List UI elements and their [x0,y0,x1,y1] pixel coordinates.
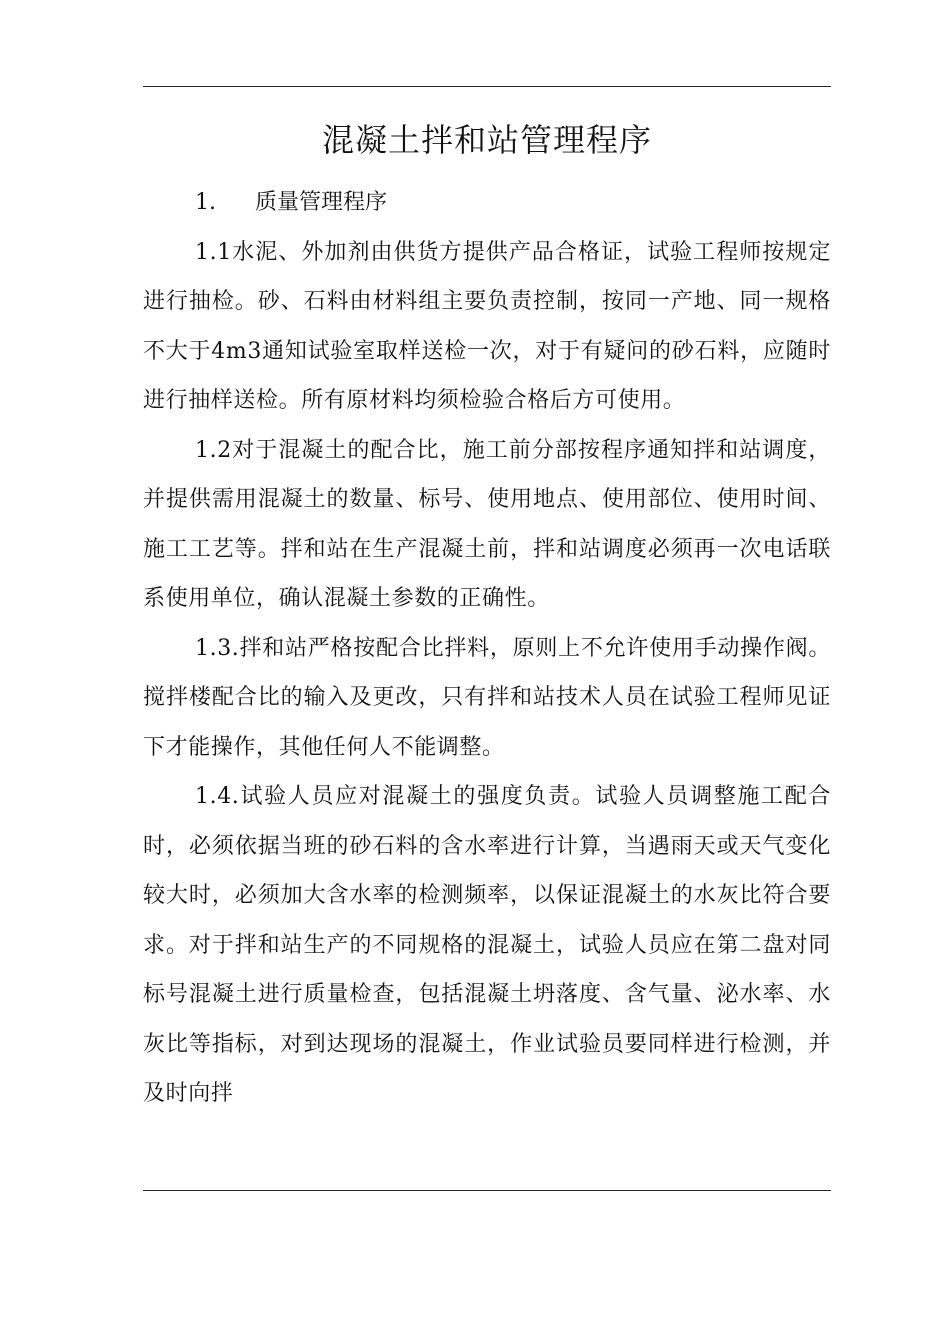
section-title: 质量管理程序 [255,190,388,215]
paragraph-1-4: 1.4.试验人员应对混凝土的强度负责。试验人员调整施工配合时，必须依据当班的砂石料的含水率进行计算，当遇雨天或天气变化较大时，必须加大含水率的检测频率，以保证混凝土的水灰比符合要求。对于拌和站生产的不同规格的混凝土，试验人员应在第二盘对同标号混凝土进行质量检查，包括混凝土坍落度、含气量、泌水率、水灰比等指标，对到达现场的混凝土，作业试验员要同样进行检测，并及时向拌 [143,784,831,1106]
paragraph-1-2: 1.2对于混凝土的配合比，施工前分部按程序通知拌和站调度，并提供需用混凝土的数量、标号、使用地点、使用部位、使用时间、施工工艺等。拌和站在生产混凝土前，拌和站调度必须再一次电话联系使用单位，确认混凝土参数的正确性。 [143,437,831,611]
paragraph-1-3: 1.3.拌和站严格按配合比拌料，原则上不允许使用手动操作阀。搅拌楼配合比的输入及更改，只有拌和站技术人员在试验工程师见证下才能操作，其他任何人不能调整。 [143,635,831,760]
section-heading [143,178,831,228]
paragraph-1-1: 1.1水泥、外加剂由供货方提供产品合格证，试验工程师按规定进行抽检。砂、石料由材料组主要负责控制，按同一产地、同一规格不大于4m3通知试验室取样送检一次，对于有疑问的砂石料，应随时进行抽样送检。所有原材料均须检验合格后方可使用。 [143,239,831,413]
footer-rule [143,1190,831,1191]
document-title: 混凝土拌和站管理程序 [321,121,652,159]
document-body [143,112,831,1119]
header-rule [143,86,831,87]
section-number: 1. [195,190,216,215]
